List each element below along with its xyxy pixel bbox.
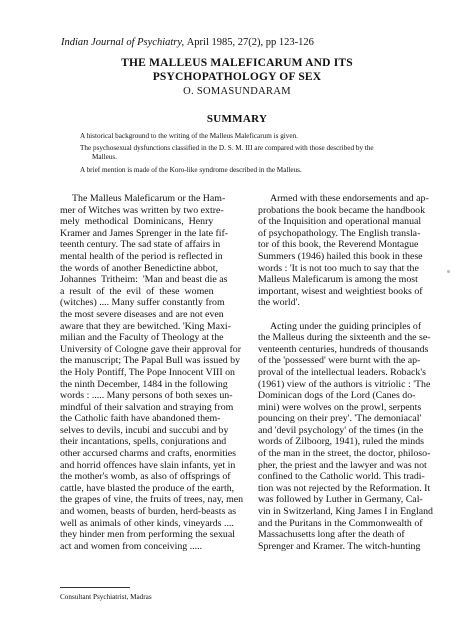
journal-name: Indian Journal of Psychiatry, — [61, 37, 185, 48]
text-line — [258, 309, 453, 321]
text-line: venteenth centuries, hundreds of thousands — [258, 343, 429, 355]
summary-item-1: A historical background to the writing of the Malleus Maleficarum is given. — [80, 132, 298, 140]
text-line: words : 'It is not too much to say that the — [258, 262, 419, 274]
text-line: and 'devil psychology' of the times (in the — [258, 424, 424, 436]
text-line: (witches) .... Many suffer constantly from — [60, 297, 225, 309]
text-line: proval of the intellectual leaders. Roback's — [258, 366, 426, 378]
text-line: vin in Switzerland, King James I in England — [258, 506, 433, 518]
text-line: a result of the evil of these women — [60, 285, 214, 297]
text-line: of psychopathology. The English transla- — [258, 227, 421, 239]
text-line: probations the book became the handbook — [258, 204, 426, 216]
text-line: important, wisest and weightiest books of — [258, 285, 423, 297]
text-line: act and women from conceiving ..... — [60, 540, 203, 552]
article-title-line-2: PSYCHOPATHOLOGY OF SEX — [152, 71, 322, 83]
text-line: the Catholic faith have abandoned them- — [60, 413, 221, 425]
text-line: words of Zilboorg, 1941), ruled the minds — [258, 436, 425, 448]
text-line: Malleus Maleficarum is among the most — [258, 274, 418, 286]
text-line: and horrid offences have slain infants, yet in — [60, 459, 236, 471]
text-line: Summers (1946) hailed this book in these — [258, 250, 423, 262]
body-column-right — [258, 193, 453, 552]
text-line: they hinder men from performing the sexual — [60, 529, 235, 541]
text-line: words : ..... Many persons of both sexes un- — [60, 390, 233, 402]
text-line: pher, the priest and the lawyer and was not — [258, 459, 427, 471]
text-line: aware that they are bewitched. 'King Maxi- — [60, 320, 231, 332]
text-line: selves to devils, incubi and succubi and by — [60, 424, 229, 436]
text-line: The Malleus Maleficarum or the Ham- — [72, 193, 226, 204]
text-line: Armed with these endorsements and ap- — [270, 193, 429, 204]
text-line: well as animals of other kinds, vineyards .... — [60, 517, 234, 529]
text-line: of the man in the street, the doctor, philoso- — [258, 448, 431, 460]
text-line: the most severe diseases and are not even — [60, 308, 224, 320]
text-line: the manuscript; The Papal Bull was issued by — [60, 355, 241, 367]
text-line: and the Puritans in the Commonwealth of — [258, 517, 423, 529]
text-line: mely methodical Dominicans, Henry — [60, 216, 214, 228]
text-line: Dominican dogs of the Lord (Canes do- — [258, 390, 416, 402]
text-line: the grapes of vine, the fruits of trees, nay, men — [60, 494, 244, 506]
text-line: confined to the Catholic world. This tradi- — [258, 471, 425, 483]
scan-mark — [447, 270, 450, 273]
text-line: teenth century. The sad state of affairs in — [60, 239, 221, 251]
text-line: the Malleus during the sixteenth and the se- — [258, 332, 431, 344]
text-line: University of Cologne gave their approval for — [60, 343, 241, 355]
text-line: mental health of the period is reflected in — [60, 250, 223, 262]
text-line: the words of another Benedictine abbot, — [60, 262, 218, 274]
author-name: O. SOMASUNDARAM — [183, 86, 291, 97]
text-line: the world'. — [258, 297, 300, 309]
text-line: (1961) view of the authors is vitriolic : 'The — [258, 378, 431, 390]
text-line: their incantations, spells, conjurations and — [60, 436, 227, 448]
text-line: mindful of their salvation and straying from — [60, 401, 234, 413]
article-title-line-1: THE MALLEUS MALEFICARUM AND ITS — [121, 57, 353, 69]
text-line: of the Inquisition and operational manual — [258, 216, 422, 228]
text-line: other accursed charms and crafts, enormities — [60, 448, 237, 460]
text-line: and women, beasts of burden, herd-beasts as — [60, 506, 237, 518]
footnote-rule — [60, 587, 130, 588]
text-line: Sprenger and Kramer. The witch-hunting — [258, 540, 421, 552]
text-line: mini) were wolves on the prowl, serpents — [258, 401, 422, 413]
summary-heading: SUMMARY — [206, 113, 268, 125]
footnote: Consultant Psychiatrist, Madras — [60, 593, 152, 601]
body-column-left — [60, 193, 260, 552]
text-line: Acting under the guiding principles of — [270, 320, 422, 332]
text-line: mer of Witches was written by two extre- — [60, 204, 224, 216]
text-line: was followed by Luther in Germany, Cal- — [258, 494, 423, 506]
text-line: Massachusetts long after the death of — [258, 529, 405, 541]
journal-citation — [61, 37, 314, 48]
text-line: the Holy Pontiff, The Pope Innocent VIII on — [60, 366, 235, 378]
text-line: milian and the Faculty of Theology at the — [60, 332, 224, 344]
text-line: the mother's womb, as also of offsprings of — [60, 471, 231, 483]
text-line: Johannes Tritheim: 'Man and beast die as — [60, 274, 228, 286]
summary-item-2-line-1: The psychosexual dysfunctions classified in the D. S. M. III are compared with those described by the — [80, 144, 374, 152]
text-line: tor of this book, the Reverend Montague — [258, 239, 419, 251]
text-line: tion was not rejected by the Reformation. It — [258, 482, 431, 494]
issue-details: April 1985, 27(2), pp 123-126 — [186, 37, 314, 48]
text-line: pouncing on their prey'. 'The demoniacal' — [258, 413, 422, 425]
summary-item-2-line-2: Malleus. — [92, 153, 117, 161]
text-line: cattle, have blasted the produce of the earth, — [60, 482, 235, 494]
summary-item-3: A brief mention is made of the Koro-like syndrome described in the Malleus. — [80, 166, 302, 174]
text-line: Kramer and James Sprenger in the late fif- — [60, 227, 229, 239]
text-line: the ninth December, 1484 in the following — [60, 378, 228, 390]
text-line: of the 'possessed' were burnt with the ap- — [258, 355, 421, 367]
